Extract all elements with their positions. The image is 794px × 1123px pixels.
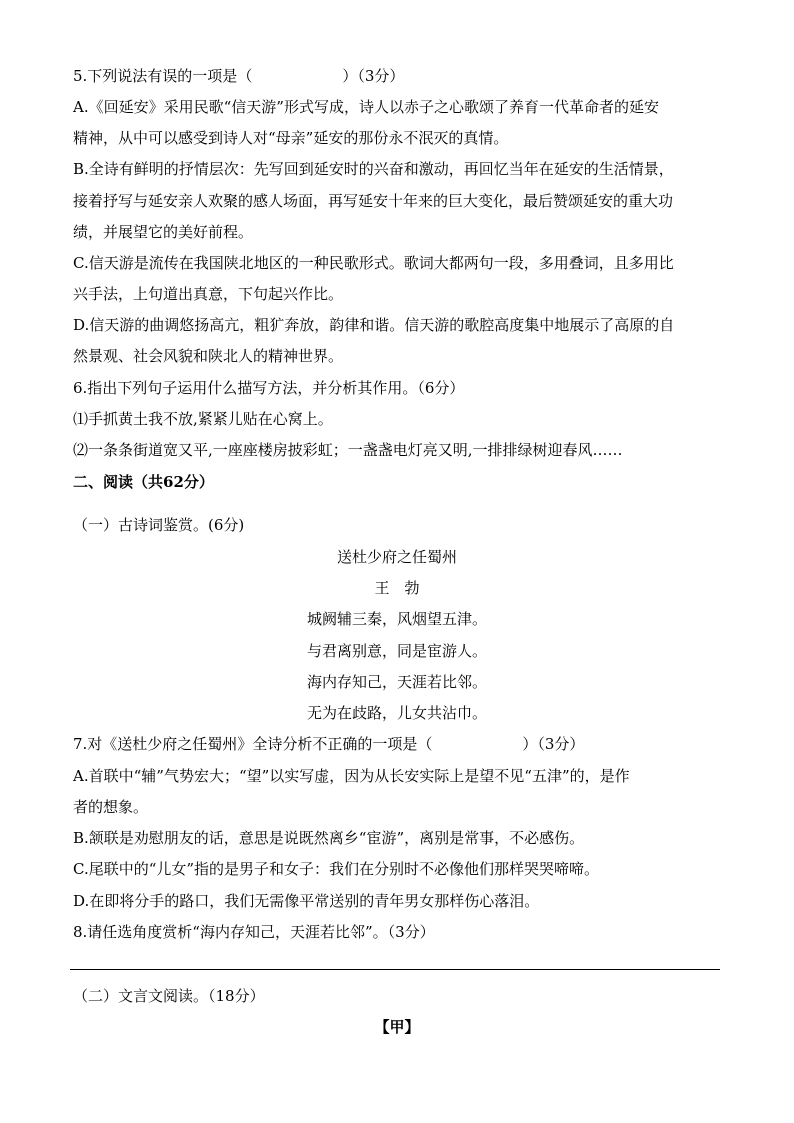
question-5-option-d-line-1: D.信天游的曲调悠扬高亢，粗犷奔放，韵律和谐。信天游的歌腔高度集中地展示了高原的自 (73, 316, 675, 334)
question-6-item-1: ⑴手抓黄土我不放,紧紧儿贴在心窝上。 (73, 410, 333, 428)
question-7-option-b: B.颔联是劝慰朋友的话，意思是说既然离乡“宦游”，离别是常事，不必感伤。 (73, 829, 585, 847)
part-2-title: （二）文言文阅读。（18分） (73, 987, 265, 1005)
question-6-stem: 6.指出下列句子运用什么描写方法，并分析其作用。（6分） (73, 379, 465, 397)
question-5-option-c-line-1: C.信天游是流传在我国陕北地区的一种民歌形式。歌词大都两句一段，多用叠词，且多用比 (73, 254, 674, 272)
poem-author: 王 勃 (374, 579, 420, 597)
section-2-title: 二、阅读（共62分） (73, 473, 214, 491)
poem-line-4: 无为在歧路，儿女共沾巾。 (306, 704, 487, 722)
part-1-title: （一）古诗词鉴赏。(6分) (73, 516, 245, 534)
poem-line-3: 海内存知己，天涯若比邻。 (306, 673, 487, 691)
poem-line-2: 与君离别意，同是宦游人。 (306, 642, 487, 660)
question-5-option-b-line-3: 绩，并展望它的美好前程。 (73, 223, 254, 241)
question-8-stem: 8.请任选角度赏析“海内存知己，天涯若比邻”。（3分） (73, 923, 435, 941)
question-5-option-d-line-2: 然景观、社会风貌和陕北人的精神世界。 (73, 347, 344, 365)
question-5-stem: 5.下列说法有误的一项是（ ）（3分） (73, 67, 405, 85)
poem-line-1: 城阙辅三秦，风烟望五津。 (306, 610, 487, 628)
question-5-option-c-line-2: 兴手法，上句道出真意，下句起兴作比。 (73, 285, 344, 303)
poem-title: 送杜少府之任蜀州 (336, 548, 457, 566)
horizontal-divider (70, 969, 720, 970)
passage-jia-heading: 【甲】 (374, 1018, 420, 1036)
question-7-option-a-line-1: A.首联中“辅”气势宏大；“望”以实写虚，因为从长安实际上是望不见“五津”的，是作 (73, 767, 630, 785)
question-5-option-b-line-1: B.全诗有鲜明的抒情层次：先写回到延安时的兴奋和激动，再回忆当年在延安的生活情景， (73, 160, 674, 178)
question-5-option-a-line-1: A.《回延安》采用民歌“信天游”形式写成，诗人以赤子之心歌颂了养育一代革命者的延安 (73, 98, 659, 116)
question-7-stem: 7.对《送杜少府之任蜀州》全诗分析不正确的一项是（ ）（3分） (73, 735, 585, 753)
question-5-option-a-line-2: 精神，从中可以感受到诗人对“母亲”延安的那份永不泯灭的真情。 (73, 129, 509, 147)
question-7-option-d: D.在即将分手的路口，我们无需像平常送别的青年男女那样伤心落泪。 (73, 892, 540, 910)
question-5-option-b-line-2: 接着抒写与延安亲人欢聚的感人场面，再写延安十年来的巨大变化，最后赞颂延安的重大功 (73, 192, 674, 210)
question-7-option-c: C.尾联中的“儿女”指的是男子和女子：我们在分别时不必像他们那样哭哭啼啼。 (73, 860, 600, 878)
question-6-item-2: ⑵一条条街道宽又平,一座座楼房披彩虹；一盏盏电灯亮又明,一排排绿树迎春风…… (73, 441, 623, 459)
question-7-option-a-line-2: 者的想象。 (73, 798, 149, 816)
